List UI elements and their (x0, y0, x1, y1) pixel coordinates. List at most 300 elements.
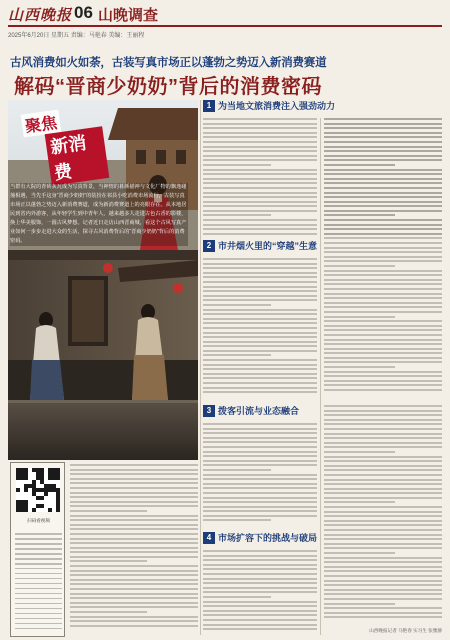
text-line (324, 428, 442, 430)
text-line (324, 182, 442, 184)
section-1-number: 1 (203, 100, 215, 112)
text-line (324, 247, 442, 249)
text-line (203, 286, 317, 288)
text-line (203, 582, 317, 584)
qr-module (36, 496, 40, 500)
text-line (324, 483, 442, 485)
intro-text: 当群有大院的青砖灰瓦成为写真背景，当神情的暮颜描神与文化厂物的飘逸碰撞相遇，当先手这身“晋商少奶奶”的装扮在祁县小吃消费市场流行，古装写真市场正以蓬勃之势迈入新消费赛道，成为新消费赛道上的亮眼存在。从本地居民到省内外游客，从年轻学生到中青年人，越来越多人走进古色古香的影楼，换上华美服饰，一圆古风梦想。记者近日走访山西晋商城，看这个古风写真产业如何一步步走进大众的生活，探寻古风消费背后的“晋商少奶奶”背后的消费密码。 (10, 184, 187, 244)
qr-notes (15, 533, 62, 633)
qr-module (32, 492, 36, 496)
section-4-number: 4 (203, 532, 215, 544)
newspaper-logo: 山西晚报 (8, 6, 73, 24)
text-line (324, 469, 442, 471)
text-line (324, 488, 442, 490)
text-line (70, 510, 147, 512)
text-line (15, 533, 62, 535)
text-line (203, 345, 317, 347)
text-line (324, 603, 395, 605)
text-line (70, 464, 198, 466)
text-line (324, 451, 395, 453)
text-line (324, 529, 442, 531)
section-2-heading (203, 240, 318, 254)
text-line (324, 593, 442, 595)
text-line (324, 465, 442, 467)
text-line (203, 506, 317, 508)
text-line (203, 568, 317, 570)
section-4-heading (203, 532, 318, 546)
qr-module (44, 484, 48, 488)
text-line (203, 501, 317, 503)
text-line (70, 579, 198, 581)
text-line (203, 214, 271, 216)
qr-module (40, 472, 44, 476)
masthead-rule (8, 25, 442, 27)
qr-module (24, 468, 28, 480)
text-line (70, 542, 198, 544)
text-line (324, 178, 442, 180)
text-line (203, 515, 317, 517)
text-line (324, 511, 442, 513)
text-line (203, 446, 317, 448)
section-2-title: 市井烟火里的“穿越”生意 (218, 241, 318, 251)
intro-paragraph (10, 183, 188, 246)
qr-module (48, 488, 52, 492)
text-line (324, 132, 442, 134)
text-line (324, 329, 442, 331)
text-line (203, 341, 317, 343)
text-line (324, 164, 395, 166)
text-line (203, 474, 317, 476)
text-line (15, 608, 62, 610)
qr-module (56, 496, 60, 500)
text-line (15, 548, 62, 550)
text-line (15, 568, 62, 570)
qr-module (48, 468, 52, 480)
text-line (203, 192, 317, 194)
qr-module (36, 504, 40, 508)
text-line (15, 613, 62, 615)
text-line (70, 593, 198, 595)
text-line (70, 551, 198, 553)
text-line (324, 366, 395, 368)
text-line (324, 520, 442, 522)
text-line (324, 543, 442, 545)
text-line (324, 584, 442, 586)
text-line (324, 552, 395, 554)
section-3-body-col-a (203, 423, 317, 528)
text-line (70, 533, 198, 535)
text-line (324, 456, 442, 458)
text-line (203, 591, 317, 593)
text-line (203, 327, 317, 329)
text-line (324, 437, 442, 439)
text-line (324, 169, 442, 171)
text-line (203, 155, 317, 157)
text-line (203, 272, 317, 274)
text-line (203, 619, 317, 621)
text-line (203, 605, 317, 607)
text-line (203, 519, 271, 521)
text-line (324, 598, 442, 600)
text-line (203, 332, 317, 334)
text-line (324, 205, 442, 207)
text-line (203, 127, 317, 129)
qr-module (48, 508, 52, 512)
text-line (203, 587, 317, 589)
column-divider (320, 118, 321, 635)
byline: 山西晚报记者 马艳春 实习生 张雅静 (369, 628, 442, 633)
sub-headline: 古风消费如火如荼，古装写真市场正以蓬勃之势迈入新消费赛道 (10, 57, 327, 69)
text-line (324, 419, 442, 421)
text-line (203, 219, 317, 221)
text-line (203, 510, 317, 512)
text-line (203, 205, 317, 207)
qr-module (44, 492, 48, 496)
text-line (203, 555, 317, 557)
badge-line-1: 聚焦 (21, 109, 62, 137)
text-line (324, 534, 442, 536)
section-title: 山晚调查 (98, 7, 159, 24)
text-line (203, 354, 271, 356)
text-line (324, 210, 442, 212)
text-line (324, 589, 442, 591)
text-line (15, 618, 62, 620)
qr-module (56, 500, 60, 504)
qr-module (52, 484, 56, 488)
text-line (324, 146, 442, 148)
text-line (203, 146, 317, 148)
text-line (324, 127, 442, 129)
text-line (15, 573, 62, 575)
text-line (324, 283, 442, 285)
text-line (70, 515, 198, 517)
text-line (324, 256, 442, 258)
text-line (203, 460, 317, 462)
qr-code-box (10, 462, 65, 637)
text-line (15, 598, 62, 600)
qr-module (52, 472, 56, 476)
qr-module (36, 472, 40, 476)
text-line (324, 501, 395, 503)
text-line (70, 469, 198, 471)
text-line (70, 547, 198, 549)
text-line (324, 348, 442, 350)
text-line (324, 123, 442, 125)
text-line (203, 564, 317, 566)
text-line (324, 219, 442, 221)
text-line (203, 313, 317, 315)
text-line (70, 556, 198, 558)
text-line (70, 588, 198, 590)
section-3-heading (203, 405, 298, 419)
text-line (324, 547, 442, 549)
qr-module (48, 484, 52, 488)
text-line (203, 578, 317, 580)
qr-module (40, 480, 44, 484)
column-divider (200, 100, 201, 635)
text-line (15, 558, 62, 560)
text-line (324, 566, 442, 568)
text-line (203, 464, 317, 466)
text-line (203, 132, 317, 134)
text-line (324, 616, 442, 618)
qr-module (52, 488, 56, 492)
text-line (70, 574, 198, 576)
text-line (324, 228, 442, 230)
text-line (203, 423, 317, 425)
text-line (70, 473, 198, 475)
text-line (203, 437, 317, 439)
text-line (70, 482, 198, 484)
text-line (324, 442, 442, 444)
text-line (324, 433, 442, 435)
section-3-title: 拨客引流与业态融合 (218, 406, 300, 416)
text-line (203, 164, 271, 166)
main-headline: 解码“晋商少奶奶”背后的消费密码 (14, 76, 322, 98)
text-line (203, 141, 317, 143)
text-line (324, 173, 442, 175)
text-line (324, 237, 442, 239)
text-line (203, 309, 317, 311)
text-line (203, 295, 317, 297)
text-line (324, 334, 442, 336)
text-line (203, 228, 317, 230)
text-line (324, 474, 442, 476)
text-line (324, 279, 442, 281)
text-line (203, 573, 317, 575)
text-line (324, 570, 442, 572)
text-line (324, 405, 442, 407)
text-line (324, 242, 442, 244)
text-line (324, 524, 442, 526)
qr-module (40, 488, 44, 492)
text-line (324, 316, 395, 318)
text-line (70, 611, 147, 613)
qr-module (20, 472, 24, 476)
text-line (203, 299, 317, 301)
text-line (324, 233, 442, 235)
text-line (70, 602, 198, 604)
text-line (70, 492, 198, 494)
text-line (324, 384, 442, 386)
section-2-body-col-a (203, 258, 317, 398)
text-line (324, 150, 442, 152)
text-line (203, 322, 317, 324)
feature-badge (22, 112, 106, 184)
text-line (203, 258, 317, 260)
text-line (15, 628, 62, 630)
text-line (70, 616, 198, 618)
text-line (324, 270, 442, 272)
qr-code[interactable] (16, 468, 60, 512)
qr-module (32, 488, 36, 492)
text-line (324, 607, 442, 609)
text-line (203, 276, 317, 278)
text-line (203, 173, 317, 175)
text-line (203, 263, 317, 265)
text-line (203, 455, 317, 457)
text-line (324, 352, 442, 354)
text-line (15, 563, 62, 565)
text-line (324, 320, 442, 322)
qr-module (24, 500, 28, 512)
text-line (324, 159, 442, 161)
text-line (15, 603, 62, 605)
text-line (324, 251, 442, 253)
qr-module (44, 488, 48, 492)
text-line (324, 118, 442, 120)
text-line (203, 377, 317, 379)
text-line (324, 201, 442, 203)
text-line (203, 136, 317, 138)
text-line (70, 597, 198, 599)
text-line (324, 414, 442, 416)
text-line (70, 620, 198, 622)
text-line (324, 515, 442, 517)
text-line (203, 118, 317, 120)
text-line (203, 610, 317, 612)
section-4-title: 市场扩容下的挑战与破局 (218, 533, 318, 543)
text-line (324, 155, 442, 157)
text-line (203, 373, 317, 375)
qr-module (56, 488, 60, 492)
text-line (324, 288, 442, 290)
text-line (70, 570, 198, 572)
text-line (203, 123, 317, 125)
text-line (203, 368, 317, 370)
text-line (324, 265, 395, 267)
text-line (203, 614, 317, 616)
text-line (324, 274, 442, 276)
text-line (70, 560, 147, 562)
text-line (203, 601, 317, 603)
text-line (15, 578, 62, 580)
dateline: 2025年6月20日 星期五 责编：马艳春 美编：王丽程 (8, 33, 145, 39)
qr-module (36, 476, 40, 480)
text-line (203, 196, 317, 198)
text-line (203, 487, 317, 489)
text-line (70, 565, 198, 567)
text-line (203, 497, 317, 499)
text-line (70, 478, 198, 480)
text-line (324, 141, 442, 143)
qr-module (56, 468, 60, 480)
text-line (324, 302, 442, 304)
text-line (324, 196, 442, 198)
text-line (324, 575, 442, 577)
text-line (324, 380, 442, 382)
text-line (203, 267, 317, 269)
text-line (203, 201, 317, 203)
text-line (324, 492, 442, 494)
text-line (203, 469, 271, 471)
section-1-body-col-a (203, 118, 317, 238)
text-line (70, 583, 198, 585)
text-line (203, 559, 317, 561)
text-line (203, 210, 317, 212)
qr-module (56, 492, 60, 496)
qr-module (32, 484, 36, 488)
text-line (70, 501, 198, 503)
section-1-title: 为当地文旅消费注入强劲动力 (218, 101, 336, 111)
text-line (324, 410, 442, 412)
text-line (324, 343, 442, 345)
qr-module (40, 476, 44, 480)
text-line (324, 423, 442, 425)
text-line (324, 293, 442, 295)
text-line (15, 553, 62, 555)
text-line (324, 361, 442, 363)
text-line (324, 446, 442, 448)
text-line (324, 479, 442, 481)
text-line (203, 233, 317, 235)
text-line (203, 318, 317, 320)
text-line (203, 391, 317, 393)
section-2-body-col-b (324, 118, 442, 398)
text-line (203, 187, 317, 189)
text-line (203, 478, 317, 480)
qr-module (16, 468, 20, 480)
text-line (203, 550, 317, 552)
qr-caption: 扫码看视频 (27, 518, 50, 523)
text-line (203, 150, 317, 152)
section-4-body-col-a (203, 550, 317, 635)
qr-module (16, 500, 20, 512)
text-line (324, 557, 442, 559)
text-line (70, 487, 198, 489)
text-line (324, 339, 442, 341)
qr-module (32, 508, 36, 512)
text-line (15, 588, 62, 590)
qr-module (40, 496, 44, 500)
masthead (0, 0, 450, 58)
text-line (203, 224, 317, 226)
text-line (15, 543, 62, 545)
text-line (324, 357, 442, 359)
text-line (203, 304, 271, 306)
qr-module (28, 484, 32, 488)
text-line (324, 375, 442, 377)
text-line (324, 612, 442, 614)
qr-module (40, 468, 44, 472)
text-line (70, 606, 198, 608)
text-line (324, 187, 442, 189)
qr-module (20, 504, 24, 508)
text-line (324, 192, 442, 194)
text-line (324, 538, 442, 540)
text-line (324, 497, 442, 499)
text-line (203, 336, 317, 338)
qr-module (36, 488, 40, 492)
text-line (203, 387, 317, 389)
text-line (203, 290, 317, 292)
text-line (324, 297, 442, 299)
qr-code-pattern (16, 468, 60, 512)
text-line (324, 389, 442, 391)
text-line (15, 593, 62, 595)
text-line (324, 325, 442, 327)
page-number: 06 (74, 3, 93, 22)
text-line (324, 580, 442, 582)
text-line (70, 528, 198, 530)
badge-line-2: 新消费 (45, 126, 110, 186)
section-1-heading (203, 100, 336, 114)
text-line (203, 428, 317, 430)
text-line (70, 496, 198, 498)
section-2-number: 2 (203, 240, 215, 252)
text-line (203, 281, 317, 283)
text-line (70, 625, 198, 627)
